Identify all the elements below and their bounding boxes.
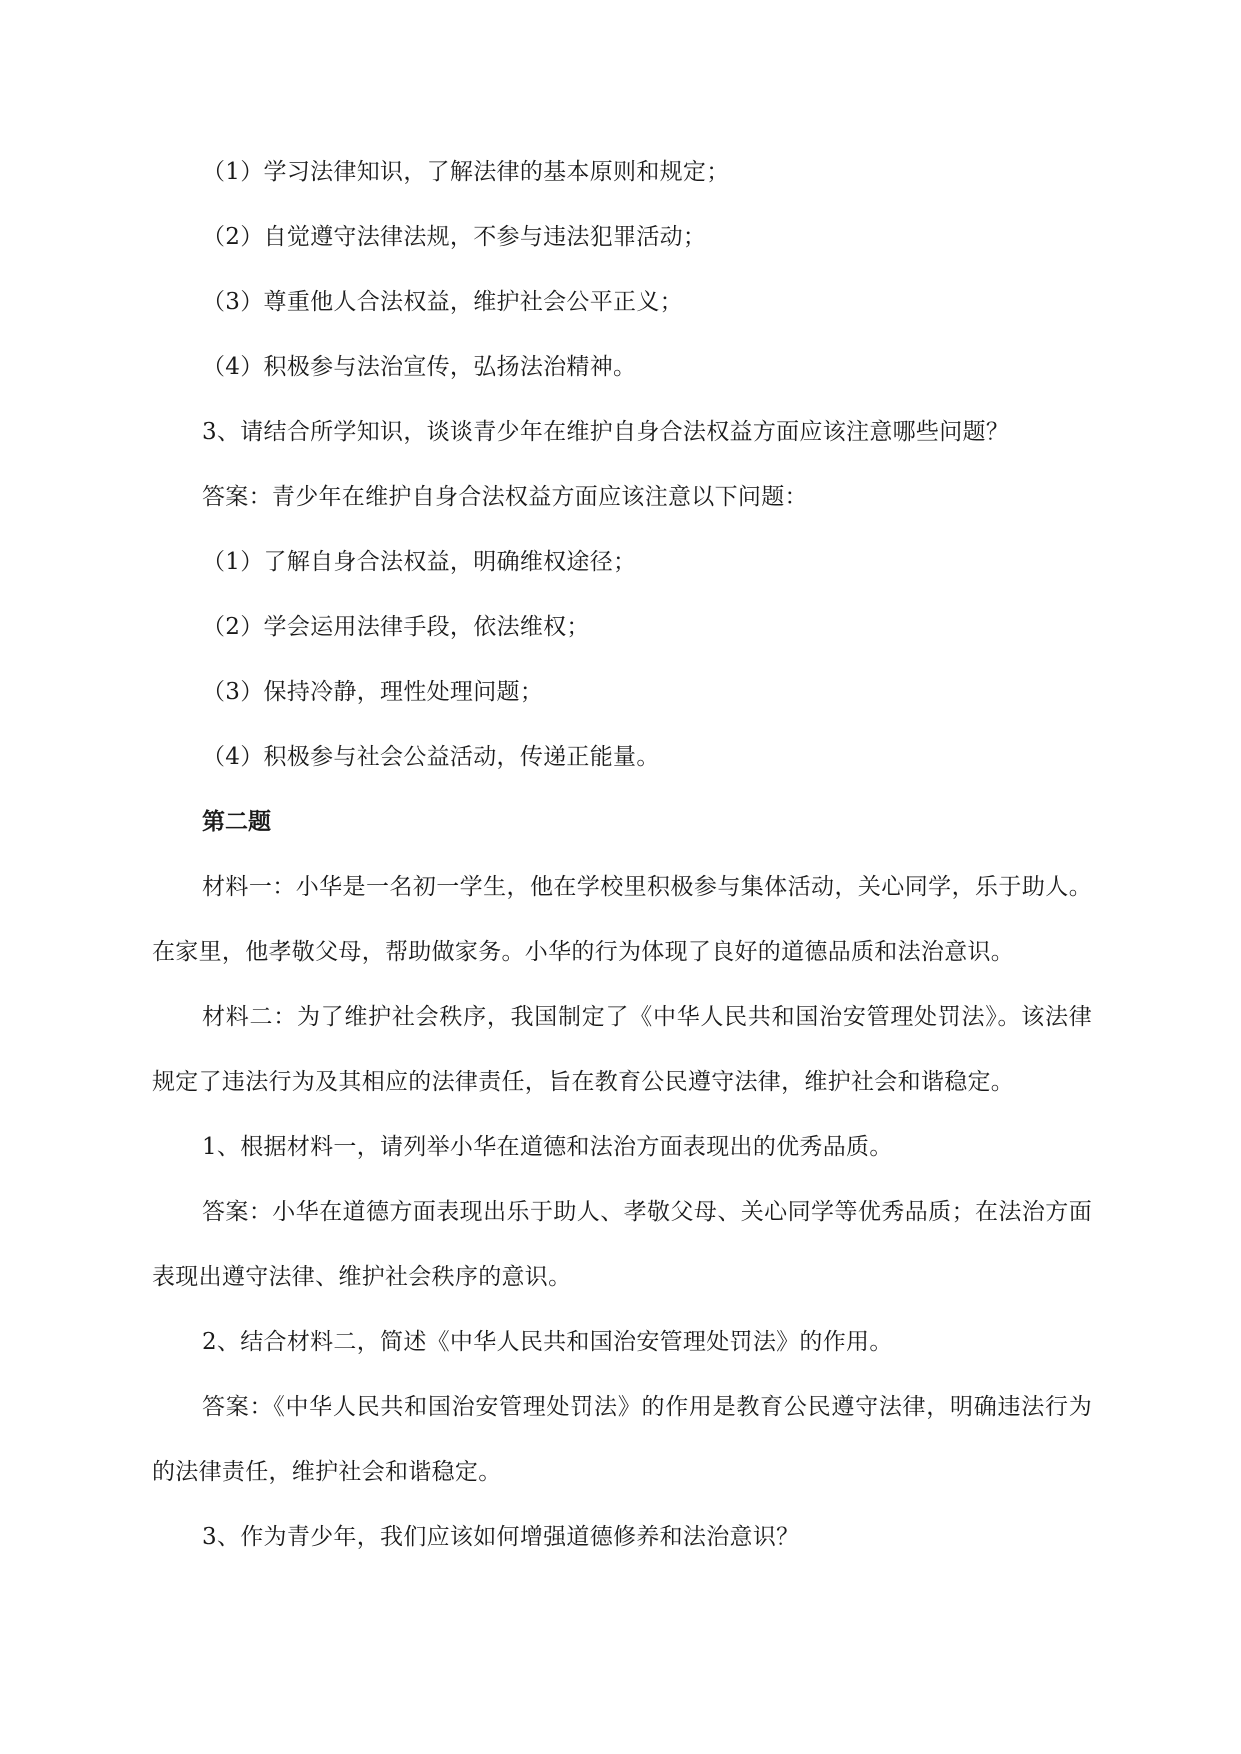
question-3: 3、请结合所学知识，谈谈青少年在维护自身合法权益方面应该注意哪些问题？ [202, 419, 1010, 445]
list-item: （4）积极参与社会公益活动，传递正能量。 [202, 744, 660, 770]
list-item: （2）学会运用法律手段，依法维权； [202, 614, 590, 640]
question-2: 2、结合材料二，简述《中华人民共和国治安管理处罚法》的作用。 [202, 1329, 893, 1355]
list-item: （3）尊重他人合法权益，维护社会公平正义； [202, 289, 683, 315]
material-1: 材料一：小华是一名初一学生，他在学校里积极参与集体活动，关心同学，乐于助人。在家里，他孝敬父母，帮助做家务。小华的行为体现了良好的道德品质和法治意识。 [152, 874, 1092, 965]
question-3b: 3、作为青少年，我们应该如何增强道德修养和法治意识？ [202, 1524, 800, 1550]
answer-2: 答案：《中华人民共和国治安管理处罚法》的作用是教育公民遵守法律，明确违法行为的法律责任，维护社会和谐稳定。 [152, 1394, 1092, 1485]
list-item: （1）学习法律知识，了解法律的基本原则和规定； [202, 159, 730, 185]
question-1: 1、根据材料一，请列举小华在道德和法治方面表现出的优秀品质。 [202, 1134, 893, 1160]
list-item: （3）保持冷静，理性处理问题； [202, 679, 544, 705]
list-item: （4）积极参与法治宣传，弘扬法治精神。 [202, 354, 637, 380]
list-item: （1）了解自身合法权益，明确维权途径； [202, 549, 637, 575]
answer-3: 答案：青少年在维护自身合法权益方面应该注意以下问题： [202, 484, 808, 510]
section-heading: 第二题 [202, 809, 271, 835]
answer-1: 答案：小华在道德方面表现出乐于助人、孝敬父母、关心同学等优秀品质；在法治方面表现出遵守法律、维护社会秩序的意识。 [152, 1199, 1092, 1290]
list-item: （2）自觉遵守法律法规，不参与违法犯罪活动； [202, 224, 707, 250]
document-body [152, 140, 1092, 1570]
material-2: 材料二：为了维护社会秩序，我国制定了《中华人民共和国治安管理处罚法》。该法律规定了违法行为及其相应的法律责任，旨在教育公民遵守法律，维护社会和谐稳定。 [152, 1004, 1092, 1095]
